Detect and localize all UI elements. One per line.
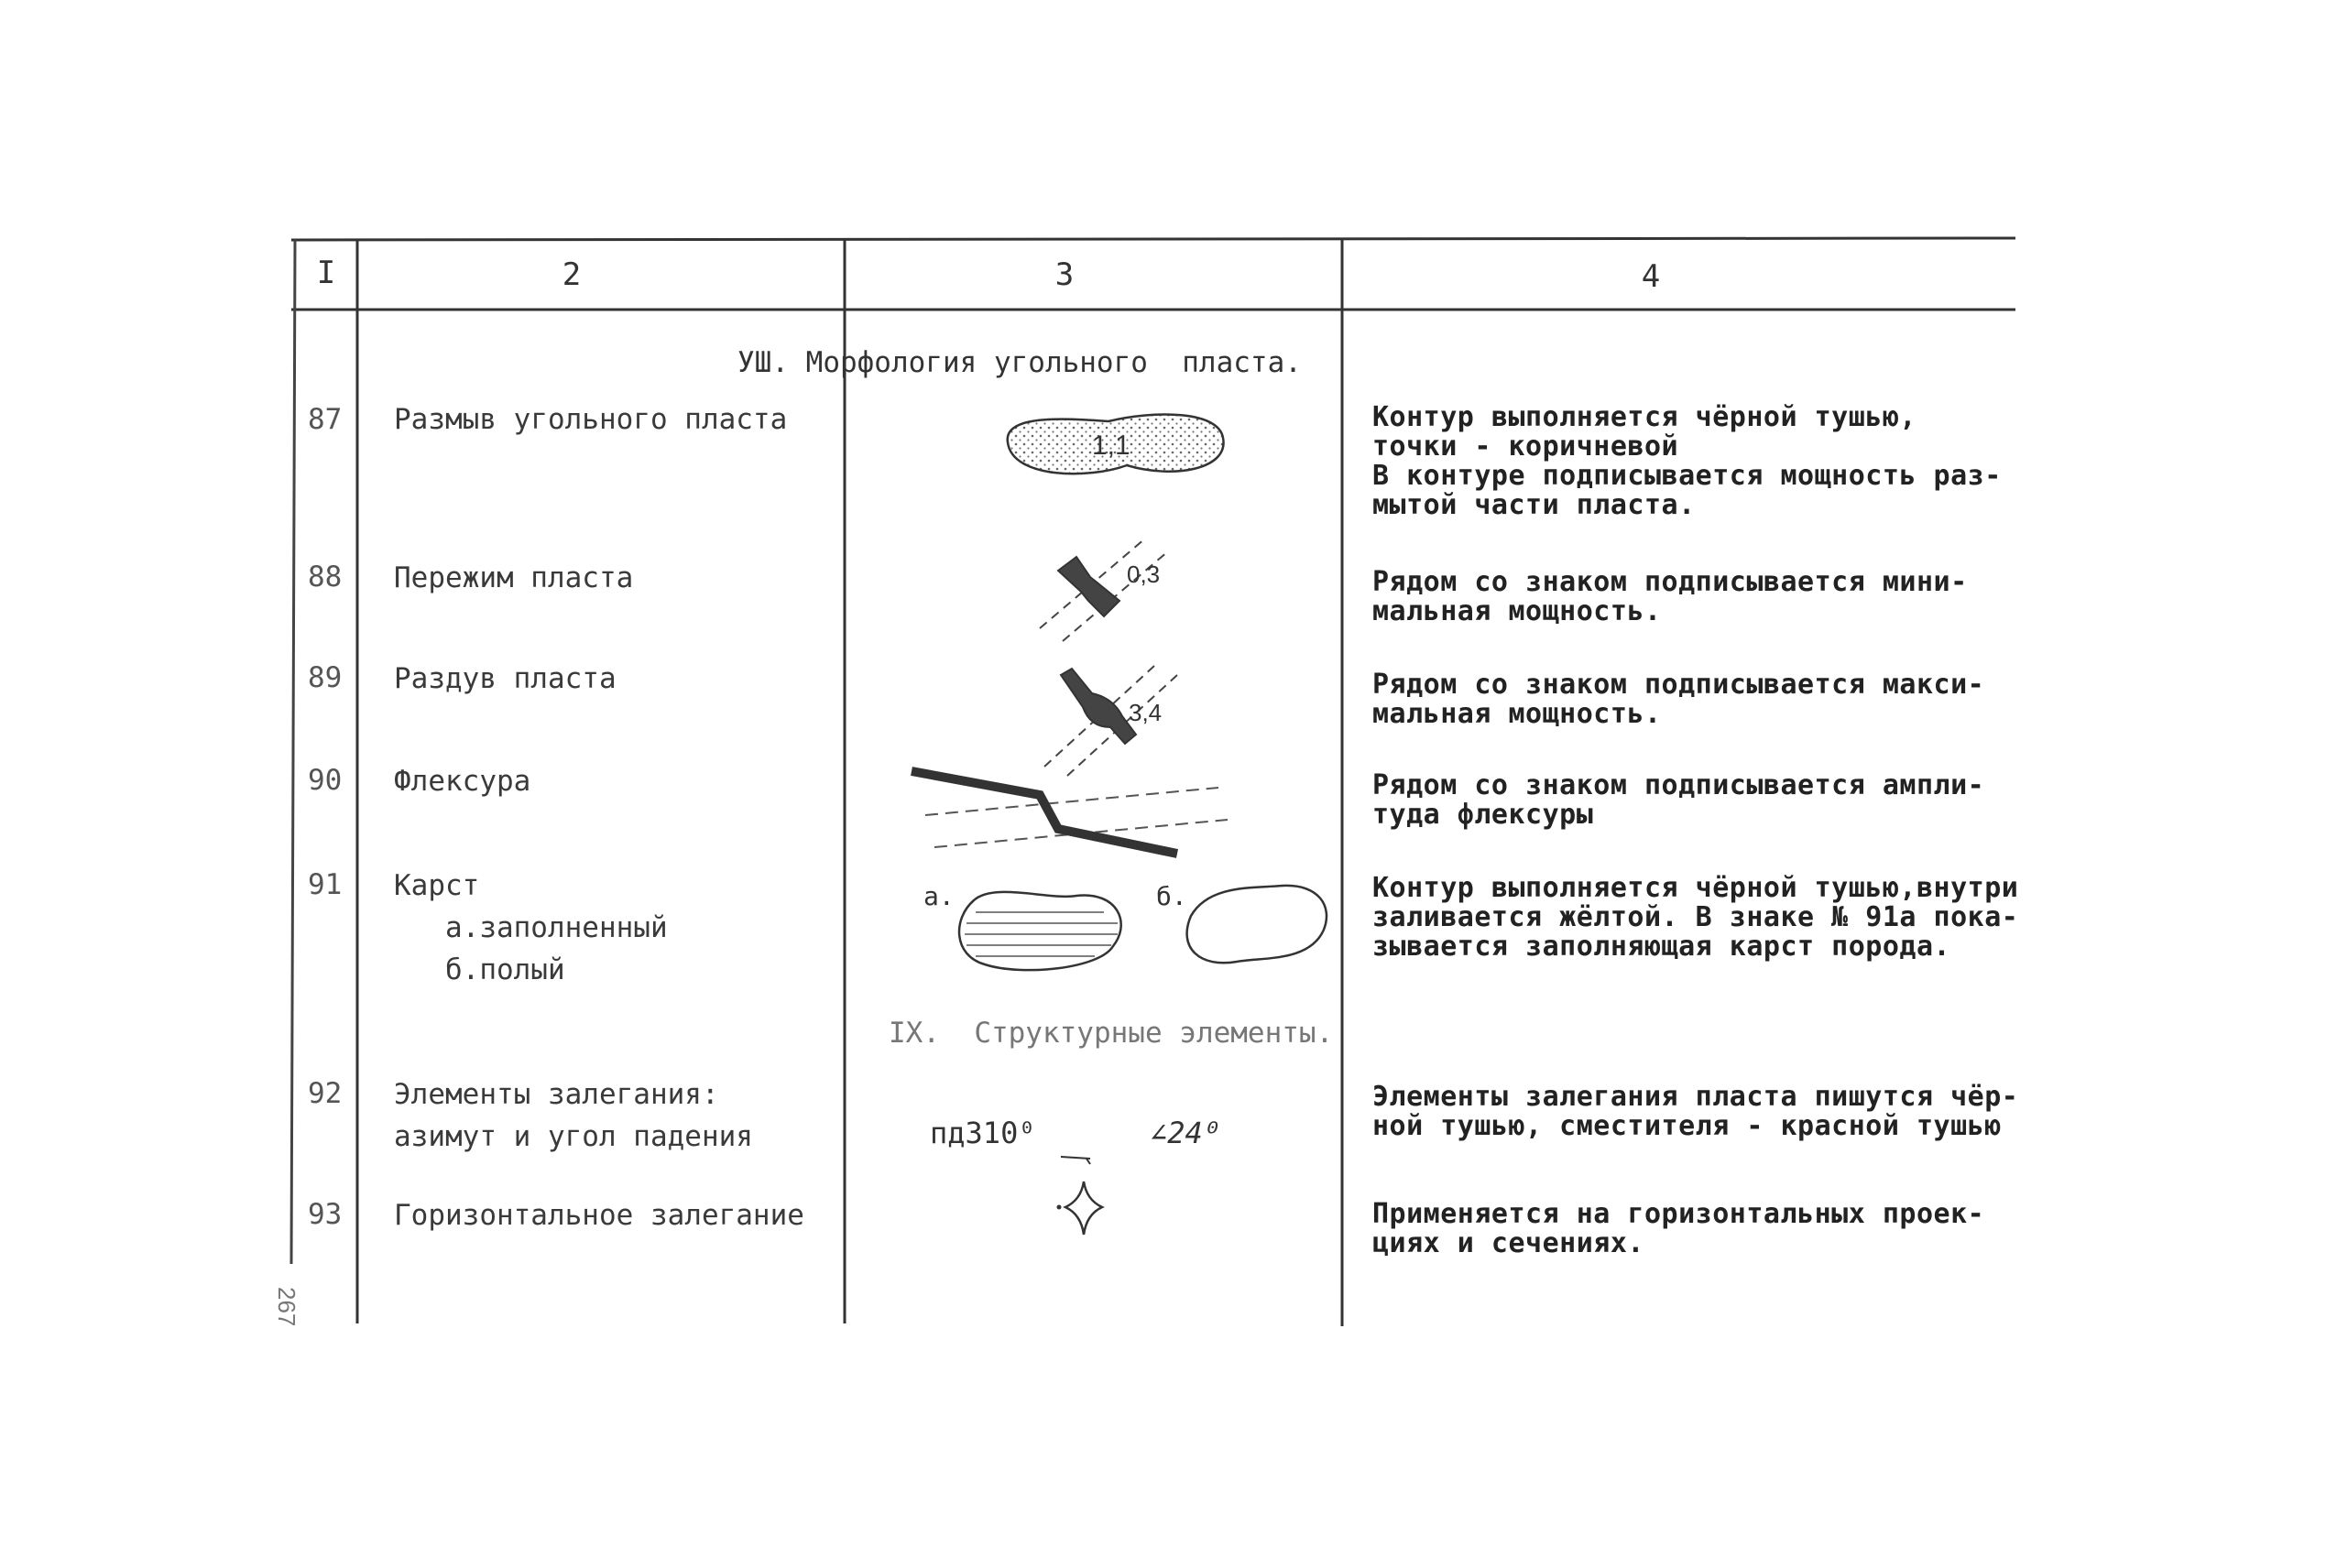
dip-angle-label: ∠24⁰	[1150, 1116, 1221, 1150]
row-name: Горизонтальное залегание	[394, 1199, 804, 1232]
row-number: 90	[308, 764, 343, 797]
row-number: 92	[308, 1077, 343, 1110]
row-name: Карст а.заполненный б.полый	[394, 869, 668, 986]
row-description: Применяется на горизонтальных проек- циях и сечениях.	[1372, 1198, 1985, 1259]
header-col-3: 3	[1054, 256, 1075, 293]
row-name: Флексура	[394, 765, 531, 798]
swell-label: 3,4	[1129, 699, 1163, 726]
azimuth-label: пд310⁰	[930, 1116, 1036, 1150]
karst-label-b: б.	[1156, 881, 1187, 911]
karst-filled-symbol	[948, 877, 1131, 978]
flexure-symbol	[907, 760, 1237, 870]
section-heading-9: IX. Структурные элементы.	[889, 1017, 1334, 1050]
section-heading-8: УШ. Морфология угольного пласта.	[737, 346, 1302, 379]
row-name: Пережим пласта	[394, 561, 634, 594]
header-col-1: I	[316, 255, 336, 291]
row-description: Контур выполняется чёрной тушью, точки - коричневой В контуре подписывается мощность раз- мытой части пласта.	[1372, 401, 2002, 521]
horizontal-bedding-symbol	[1052, 1172, 1116, 1246]
washout-symbol	[989, 401, 1237, 493]
row-description: Рядом со знаком подписывается макси- мальная мощность.	[1372, 669, 1985, 730]
dip-arrow-symbol	[1054, 1149, 1108, 1168]
pinch-label: 0,3	[1127, 561, 1161, 588]
header-col-4: 4	[1641, 258, 1661, 295]
row-number: 87	[308, 403, 343, 436]
row-description: Рядом со знаком подписывается мини- мальная мощность.	[1372, 566, 1968, 627]
row-description: Контур выполняется чёрной тушью,внутри заливается жёлтой. В знаке № 91а пока- зывается заполняющая карст порода.	[1372, 872, 2019, 963]
row-number: 88	[308, 561, 343, 593]
row-name: Раздув пласта	[394, 662, 617, 695]
pinch-symbol	[1026, 520, 1191, 648]
row-number: 91	[308, 868, 343, 901]
karst-label-a: а.	[923, 881, 955, 911]
karst-hollow-symbol	[1173, 875, 1338, 975]
washout-label: 1,1	[1092, 430, 1130, 461]
row-name: Размыв угольного пласта	[394, 403, 788, 436]
row-description: Рядом со знаком подписывается ампли- туда флексуры	[1372, 769, 1985, 831]
page-number: 267	[273, 1287, 300, 1327]
row-description: Элементы залегания пласта пишутся чёр- ной тушью, сместителя - красной тушью	[1372, 1081, 2019, 1142]
row-number: 89	[308, 661, 343, 694]
row-name: Элементы залегания: азимут и угол падения	[394, 1078, 753, 1153]
header-col-2: 2	[562, 256, 582, 293]
row-number: 93	[308, 1198, 343, 1231]
